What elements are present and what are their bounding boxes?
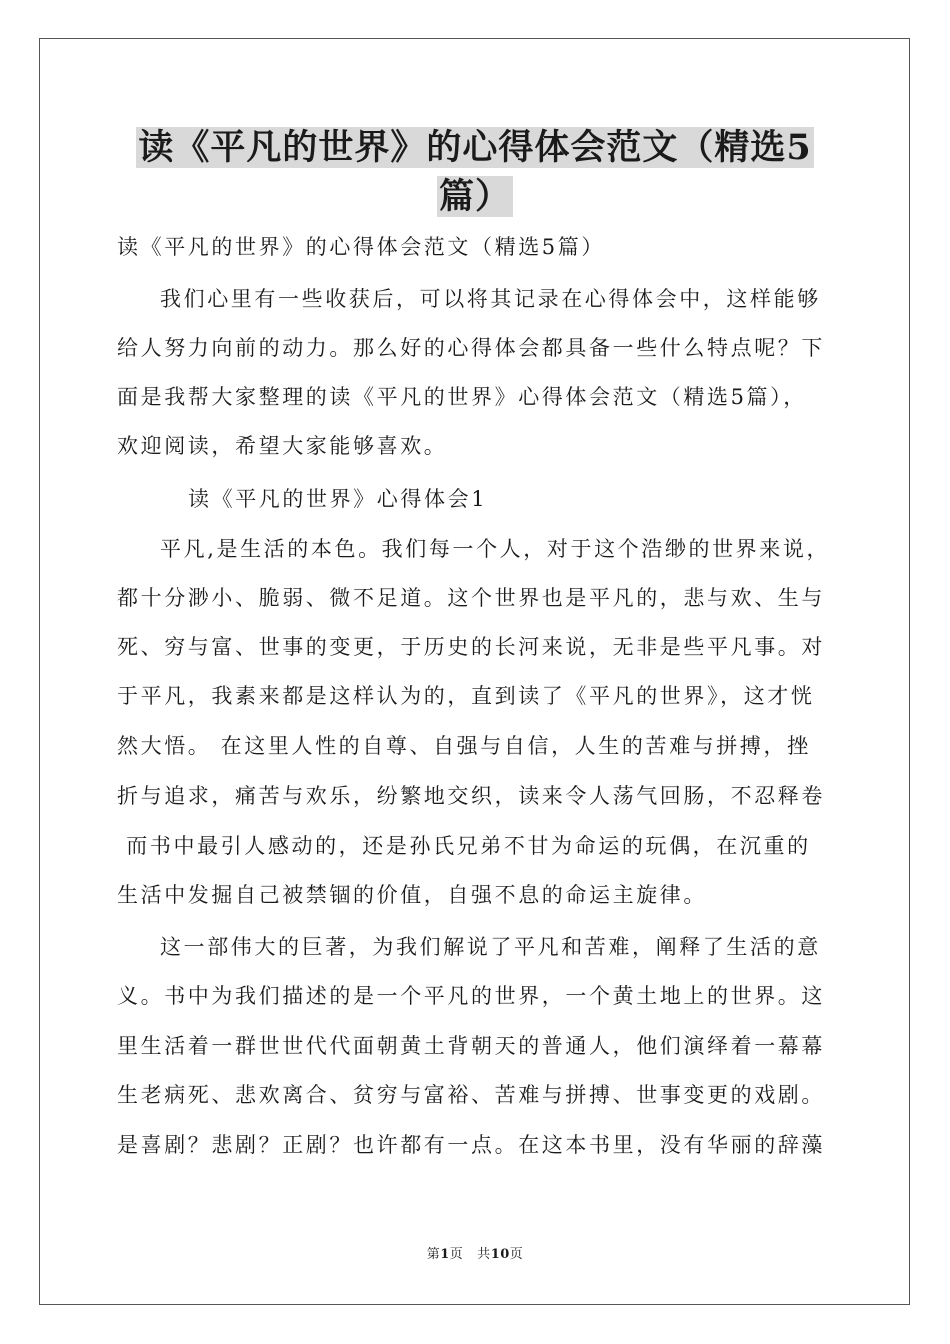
document-title-line-2: 篇） — [438, 176, 511, 217]
paragraph-line: 这一部伟大的巨著，为我们解说了平凡和苦难，阐释了生活的意 — [160, 935, 821, 959]
paragraph-line: 然大悟。 在这里人性的自尊、自强与自信，人生的苦难与拼搏，挫 — [117, 734, 811, 758]
intro-line: 欢迎阅读，希望大家能够喜欢。 — [117, 434, 448, 458]
paragraph-line: 是喜剧？悲剧？正剧？也许都有一点。在这本书里，没有华丽的辞藻 — [117, 1133, 825, 1157]
subtitle: 读《平凡的世界》的心得体会范文（精选5篇） — [117, 235, 605, 259]
paragraph-line: 死、穷与富、世事的变更，于历史的长河来说，无非是些平凡事。对 — [117, 635, 825, 659]
total-suffix: 页 — [509, 1247, 524, 1262]
paragraph-line: 生活中发掘自己被禁锢的价值，自强不息的命运主旋律。 — [117, 883, 707, 907]
intro-line: 给人努力向前的动力。那么好的心得体会都具备一些什么特点呢？下 — [117, 336, 825, 360]
page-number: 1 — [440, 1247, 450, 1262]
section-heading: 读《平凡的世界》心得体会1 — [188, 487, 488, 511]
paragraph-line: 生老病死、悲欢离合、贫穷与富裕、苦难与拼搏、世事变更的戏剧。 — [117, 1083, 825, 1107]
intro-line: 我们心里有一些收获后，可以将其记录在心得体会中，这样能够 — [160, 287, 821, 311]
page-suffix: 页 — [449, 1247, 464, 1262]
paragraph-line: 平凡,是生活的本色。我们每一个人，对于这个浩缈的世界来说， — [160, 537, 831, 561]
page-border — [39, 38, 910, 1305]
page-prefix: 第 — [426, 1247, 441, 1262]
paragraph-line: 里生活着一群世世代代面朝黄土背朝天的普通人，他们演绎着一幕幕 — [117, 1034, 825, 1058]
total-prefix: 共 — [477, 1247, 491, 1262]
paragraph-line: 于平凡，我素来都是这样认为的，直到读了《平凡的世界》，这才恍 — [117, 684, 815, 708]
paragraph-line: 折与追求，痛苦与欢乐，纷繁地交织，读来令人荡气回肠，不忍释卷 — [117, 784, 825, 808]
paragraph-line: 义。书中为我们描述的是一个平凡的世界，一个黄土地上的世界。这 — [117, 984, 825, 1008]
paragraph-line: 而书中最引人感动的，还是孙氏兄弟不甘为命运的玩偶，在沉重的 — [117, 834, 811, 858]
total-pages: 10 — [490, 1247, 510, 1262]
paragraph-line: 都十分渺小、脆弱、微不足道。这个世界也是平凡的，悲与欢、生与 — [117, 586, 825, 610]
intro-line: 面是我帮大家整理的读《平凡的世界》心得体会范文（精选5篇）， — [117, 385, 807, 409]
page-footer — [0, 1246, 950, 1264]
document-title-line-1: 读《平凡的世界》的心得体会范文（精选5 — [138, 127, 812, 168]
